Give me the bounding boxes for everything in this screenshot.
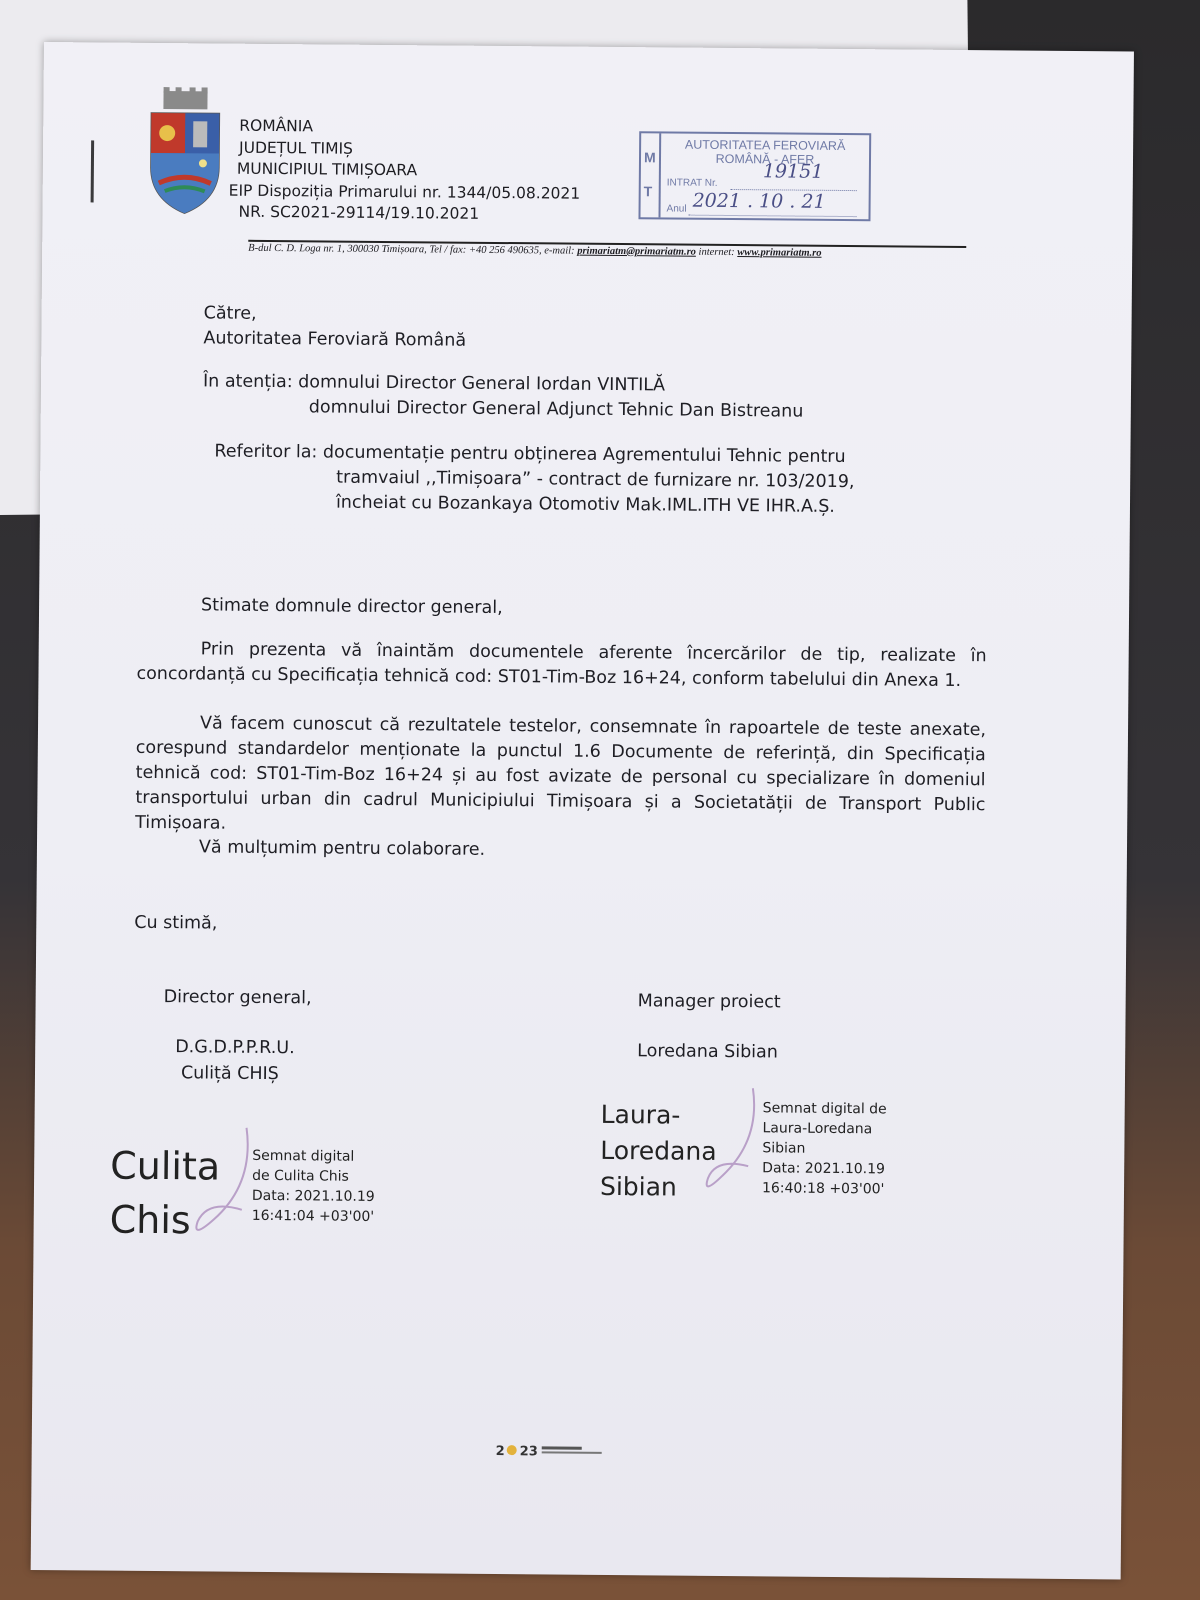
letter-page: [31, 42, 1134, 1579]
left-signatory-name: Culiță CHIȘ: [180, 1063, 279, 1085]
capital-of-culture-logo: [496, 1442, 616, 1459]
left-signatory-department: D.G.D.P.P.R.U.: [175, 1037, 295, 1059]
signature-swoosh-icon: [694, 1084, 767, 1205]
stamp-date: 2021 . 10 . 21: [692, 189, 826, 213]
stamp-intrat-label: INTRAT Nr.: [666, 177, 718, 189]
reference-line-1: Referitor la: documentație pentru obținerea Agrementului Tehnic pentru: [214, 441, 846, 468]
contact-address: B-dul C. D. Loga nr. 1, 300030 Timișoara, Tel / fax: +40 256 490635, e-mail: primariatm@primariatm.ro internet: www.primariatm.ro: [248, 242, 822, 259]
timisoara-coat-of-arms-logo: [144, 87, 225, 218]
attention-line-2: domnului Director General Adjunct Tehnic Dan Bistreanu: [308, 397, 804, 422]
recipient-block: [203, 301, 803, 356]
attention-block: [203, 369, 923, 425]
stamp-side-letters: M T: [640, 133, 661, 217]
stamp-intrat-number: 19151: [762, 160, 824, 183]
left-signatory-title: Director general,: [163, 987, 312, 1009]
issuer-registration-number: NR. SC2021-29114/19.10.2021: [238, 202, 480, 223]
right-digital-signature-name: Laura- Loredana Sibian: [599, 1099, 717, 1202]
attention-line-1: În atenția: domnului Director General Iordan VINTILĂ: [202, 371, 666, 396]
recipient-name: Autoritatea Feroviară Română: [203, 328, 467, 351]
right-signatory-title: Manager proiect: [637, 991, 781, 1013]
issuer-block: [228, 116, 639, 227]
left-digital-signature-name: Culita Chis: [109, 1143, 221, 1243]
svg-text:23: 23: [519, 1444, 538, 1460]
left-digital-signature-meta: Semnat digital de Culita Chis Data: 2021.10.19 16:41:04 +03'00': [251, 1147, 375, 1225]
issuer-country: ROMÂNIA: [239, 116, 314, 136]
reference-line-3: încheiat cu Bozankaya Otomotiv Mak.IML.ITH VE IHR.A.Ș.: [335, 492, 836, 517]
body-paragraph-1: Prin prezenta vă înaintăm documentele aferente încercărilor de tip, realizate în concordanță cu Specificația tehnică cod: ST01-Tim-Boz 16+24, conform tabelului din Anexa 1.: [136, 639, 987, 692]
right-digital-signature-meta: Semnat digital de Laura-Loredana Sibian Data: 2021.10.19 16:40:18 +03'00': [761, 1100, 887, 1198]
body-paragraph-2: Vă facem cunoscut că rezultatele testelor, consemnate în rapoartele de teste anexate, corespund standardelor menționate la punctul 1.6 Documente de referință, din Specificația tehnică cod: ST01-Tim-Boz 16+24 și au fost avizate de personal cu specializare în domeniul transportului urban din cadrul Municipiului Timișoara și a Societatății de Transport Public Timișoara.: [135, 713, 987, 834]
reference-line-2: tramvaiul ,,Timișoara” - contract de furnizare nr. 103/2019,: [336, 467, 855, 493]
right-signatory-name: Loredana Sibian: [637, 1041, 779, 1063]
recipient-label: Către,: [203, 303, 257, 324]
issuer-county: JUDEȚUL TIMIȘ: [239, 138, 354, 158]
body-paragraph-3: Vă mulțumim pentru colaborare.: [198, 837, 486, 860]
website-link[interactable]: www.primariatm.ro: [737, 247, 822, 259]
issuer-municipality: MUNICIPIUL TIMIȘOARA: [236, 159, 418, 180]
svg-text:2: 2: [495, 1443, 505, 1460]
registration-stamp: [638, 131, 871, 221]
email-link[interactable]: primariatm@primariatm.ro: [577, 245, 696, 258]
issuer-disposition: EIP Dispoziția Primarului nr. 1344/05.08.2021: [228, 181, 581, 203]
stamp-organization: AUTORITATEA FEROVIARĂ ROMÂNĂ - AFER: [684, 137, 846, 167]
stamp-anul-label: Anul: [666, 203, 687, 215]
reference-block: [214, 440, 975, 522]
greeting: Stimate domnule director general,: [201, 595, 503, 619]
closing: Cu stimă,: [134, 912, 218, 934]
staple-mark: [91, 140, 95, 202]
